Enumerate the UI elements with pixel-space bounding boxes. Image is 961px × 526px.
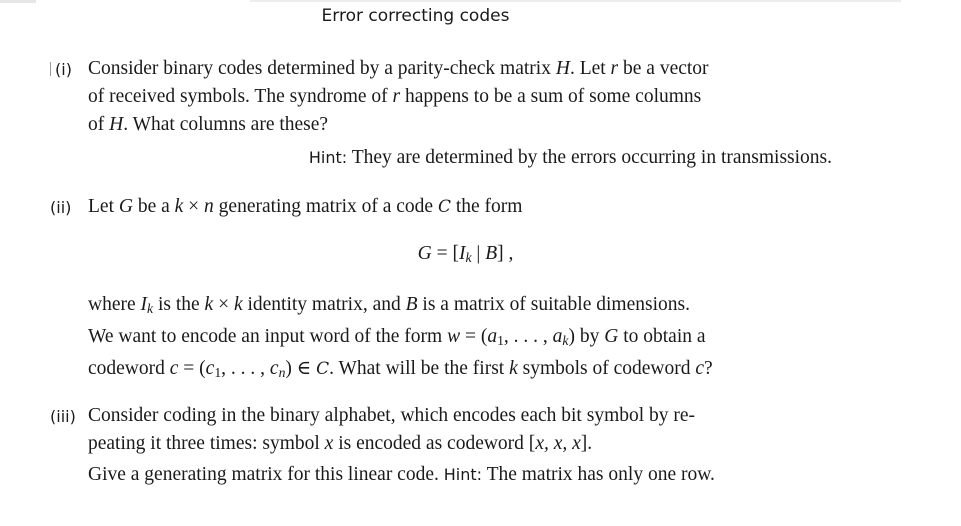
item-i-hint <box>309 144 832 172</box>
text-cursor-marker <box>50 62 51 76</box>
top-border-fragment <box>0 0 36 3</box>
item-ii-line-3: We want to encode an input word of the form $w = (a_1$, . . . , $a_k$) by G to obtain a <box>88 326 706 348</box>
item-iii-line-3 <box>88 461 833 489</box>
item-label-iii: (iii) <box>50 407 76 426</box>
page-title: Error correcting codes <box>321 6 510 26</box>
item-iii-text <box>88 402 833 489</box>
item-ii-text <box>88 193 833 221</box>
item-i-line-2: of received symbols. The syndrome of r happens to be a sum of some columns <box>88 86 702 107</box>
item-label-i: (i) <box>55 60 72 79</box>
item-ii-line-2: where $I_k$ is the k × k identity matrix, and B is a matrix of suitable dimensions. <box>88 294 690 316</box>
item-i-text <box>88 55 833 139</box>
item-iii-line-3-text: Give a generating matrix for this linear code. <box>88 464 439 485</box>
item-i-line-3: of H. What columns are these? <box>88 114 329 135</box>
hint-label: Hint: <box>443 465 483 484</box>
item-ii-line-1: Let G be a k × n generating matrix of a code C the form <box>88 196 523 217</box>
item-i-line-1: Consider binary codes determined by a parity-check matrix H. Let r be a vector <box>88 58 709 79</box>
item-label-ii: (ii) <box>50 198 72 217</box>
item-iii-line-1: Consider coding in the binary alphabet, which encodes each bit symbol by re- <box>88 405 696 426</box>
hint-text: They are determined by the errors occurring in transmissions. <box>351 147 832 168</box>
top-border-fragment <box>250 0 901 2</box>
hint-label: Hint: <box>308 148 348 167</box>
hint-text: The matrix has only one row. <box>486 464 715 485</box>
item-iii-line-2: peating it three times: symbol x is encoded as codeword [x, x, x]. <box>88 433 593 454</box>
item-ii-formula: $G = [I_k$ | B] , <box>417 243 514 265</box>
item-ii-line-4: codeword $c = (c_1$, . . . , $c_n$) ∈ C. What will be the first k symbols of codeword c? <box>88 358 713 380</box>
item-ii-text-after <box>88 291 833 387</box>
